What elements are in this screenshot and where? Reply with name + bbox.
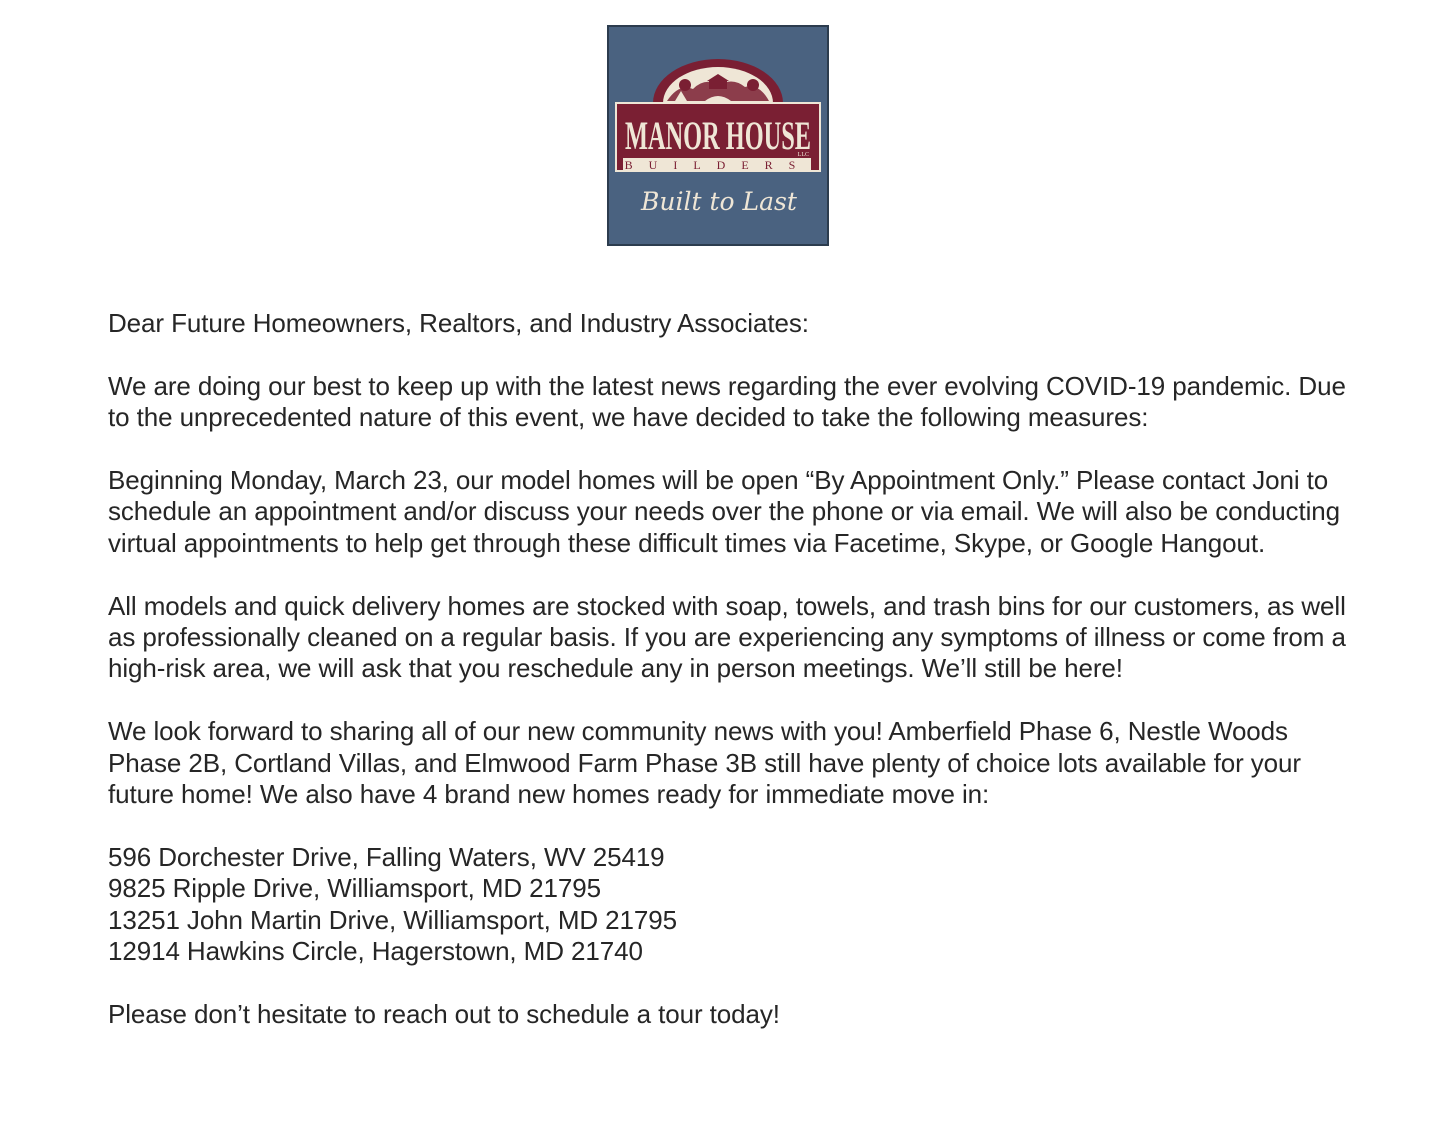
logo-tagline: Built to Last — [641, 187, 797, 216]
letter-paragraph-cleaning: All models and quick delivery homes are stocked with soap, towels, and trash bins for our customers, as well as professionally cleaned on a regular basis. If you are experiencing any symptoms of illness or come from a high-risk area, we will ask that you reschedule any in person meetings. We’ll still be here! — [108, 590, 1346, 684]
letter-salutation: Dear Future Homeowners, Realtors, and Industry Associates: — [108, 308, 809, 338]
manor-house-logo-graphic — [609, 27, 827, 244]
address-list — [108, 842, 1368, 968]
logo-subname: BUILDERS — [624, 158, 812, 172]
address-item: 9825 Ripple Drive, Williamsport, MD 21795 — [108, 873, 601, 904]
company-logo — [607, 25, 829, 246]
letter-closing: Please don’t hesitate to reach out to schedule a tour today! — [108, 998, 780, 1029]
letter-paragraph-covid: We are doing our best to keep up with the latest news regarding the ever evolving COVID-19 pandemic. Due to the unprecedented nature of this event, we have decided to take the following measures: — [108, 370, 1346, 433]
logo-suffix: LLC — [797, 152, 809, 158]
letter-paragraph-communities: We look forward to sharing all of our new community news with you! Amberfield Phase 6, Nestle Woods Phase 2B, Cortland Villas, and Elmwood Farm Phase 3B still have plenty of choice lots available for your future home! We also have 4 brand new homes ready for immediate move in: — [108, 716, 1301, 810]
address-item: 13251 John Martin Drive, Williamsport, MD 21795 — [108, 904, 677, 935]
address-item: 596 Dorchester Drive, Falling Waters, WV 25419 — [108, 841, 665, 872]
logo-name: MANOR HOUSE — [625, 113, 811, 158]
letter-paragraph-appointments: Beginning Monday, March 23, our model homes will be open “By Appointment Only.” Please contact Joni to schedule an appointment and/or discuss your needs over the phone or via email. We will also be conducting virtual appointments to help get through these difficult times via Facetime, Skype, or Google Hangout. — [108, 465, 1340, 558]
address-item: 12914 Hawkins Circle, Hagerstown, MD 21740 — [108, 936, 643, 967]
letter-body — [108, 308, 1368, 1030]
